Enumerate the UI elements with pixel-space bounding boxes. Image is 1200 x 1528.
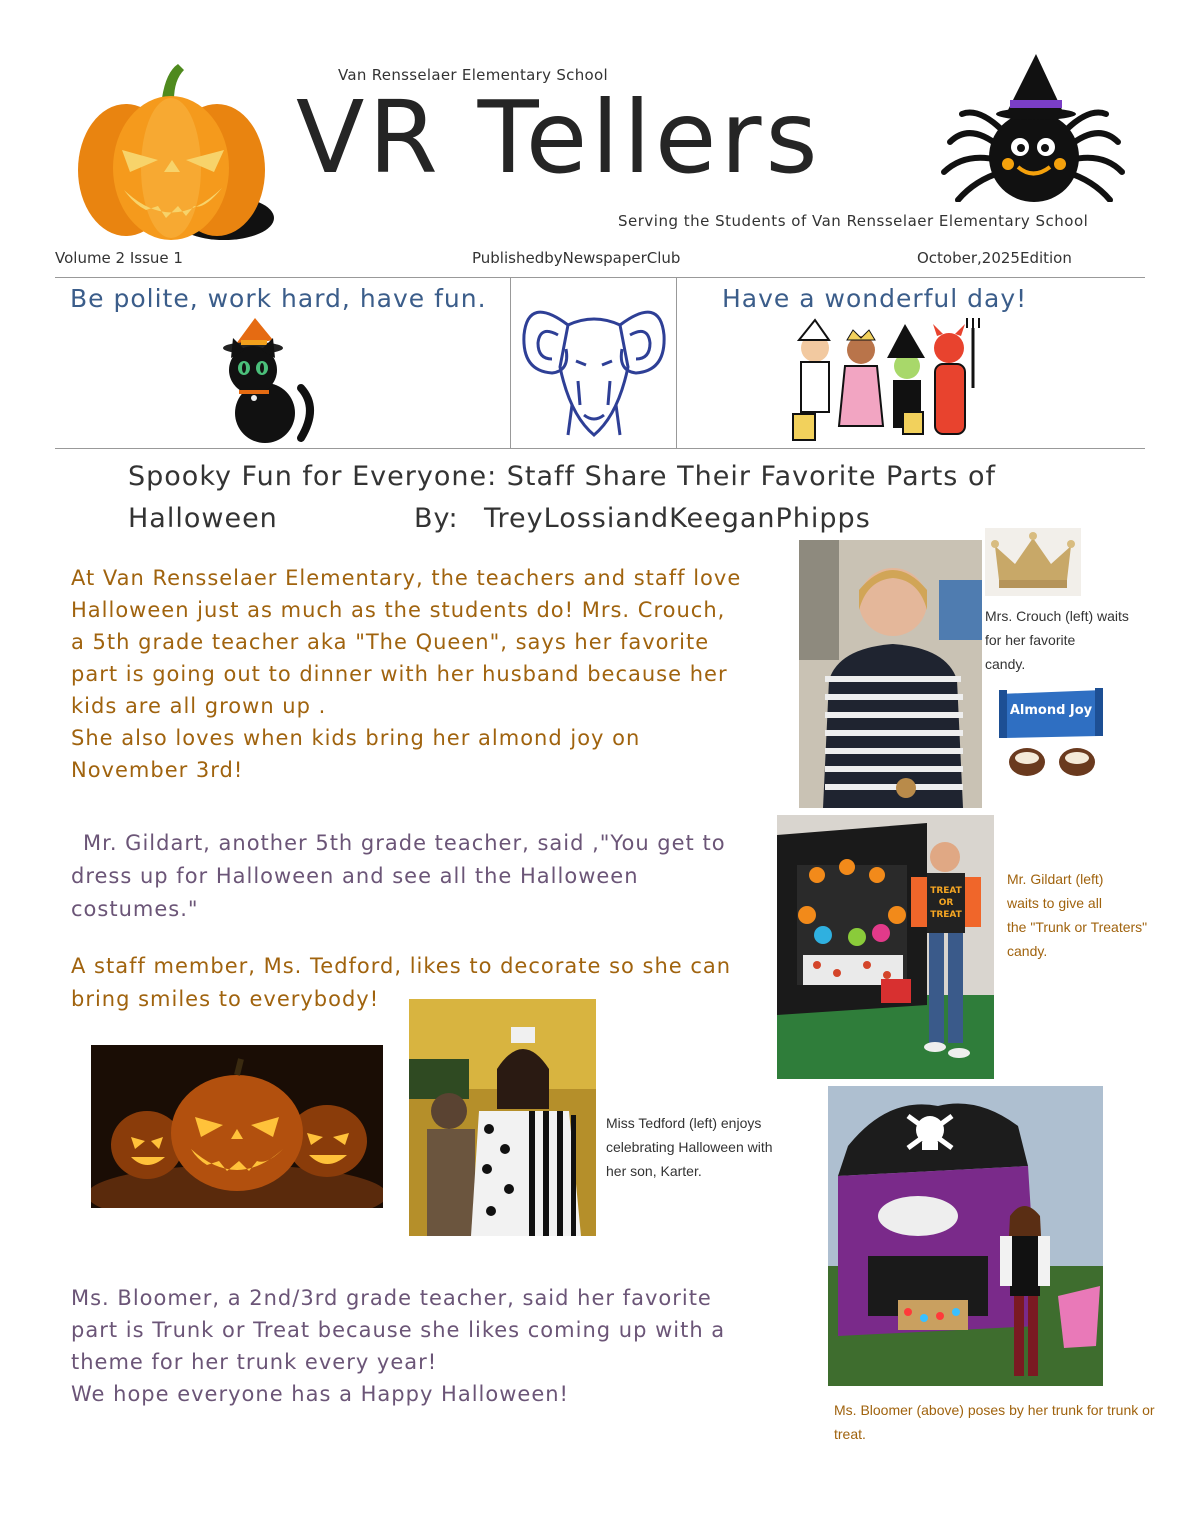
text-line: Halloween just as much as the students do! Mrs. Crouch, — [71, 598, 726, 622]
banner-divider-right — [676, 278, 677, 448]
text-line: bring smiles to everybody! — [71, 987, 380, 1011]
paragraph-gildart — [71, 827, 781, 926]
caption-line: Miss Tedford (left) enjoys — [606, 1115, 762, 1131]
text-line: costumes." — [71, 897, 199, 921]
article-headline — [128, 456, 1048, 540]
banner-bottom-divider — [55, 448, 1145, 449]
caption-line: Mrs. Crouch (left) waits — [985, 608, 1129, 624]
text-line: a 5th grade teacher aka "The Queen", says her favorite — [71, 630, 710, 654]
motto-left: Be polite, work hard, have fun. — [70, 284, 487, 313]
caption-line: Mr. Gildart (left) — [1007, 871, 1104, 887]
school-name: Van Rensselaer Elementary School — [338, 66, 608, 84]
photo-glowing-pumpkins — [91, 1045, 383, 1208]
byline-label: By: — [414, 503, 459, 534]
byline-authors: TreyLossiandKeeganPhipps — [484, 503, 871, 534]
photo-miss-tedford — [409, 999, 596, 1236]
headline-line-2 — [128, 498, 1048, 540]
motto-right: Have a wonderful day! — [722, 284, 1028, 313]
header-divider — [55, 277, 1145, 278]
costumed-kids-illustration — [785, 318, 985, 446]
headline-line-1: Spooky Fun for Everyone: Staff Share Their Favorite Parts of — [128, 461, 996, 492]
photo-mrs-crouch — [799, 540, 982, 808]
paragraph-crouch — [71, 562, 781, 786]
caption-line: treat. — [834, 1426, 866, 1442]
caption-gildart — [1007, 867, 1147, 963]
black-cat-icon — [215, 318, 320, 446]
text-line: Ms. Bloomer, a 2nd/3rd grade teacher, said her favorite — [71, 1286, 712, 1310]
spider-witch-hat-icon — [940, 52, 1125, 202]
text-line: part is going out to dinner with her husband because her — [71, 662, 728, 686]
tagline: Serving the Students of Van Rensselaer Elementary School — [618, 212, 1089, 230]
caption-line: waits to give all — [1007, 895, 1102, 911]
caption-line: the "Trunk or Treaters" — [1007, 919, 1148, 935]
caption-crouch — [985, 604, 1129, 676]
volume-issue: Volume 2 Issue 1 — [55, 249, 183, 267]
newspaper-title: VR Tellers — [296, 79, 822, 196]
candy-wrapper-text: Almond Joy — [1009, 703, 1093, 718]
photo-mr-gildart — [777, 815, 994, 1079]
text-line: kids are all grown up . — [71, 694, 327, 718]
text-line: theme for her trunk every year! — [71, 1350, 438, 1374]
shirt-text-line: TREAT — [930, 886, 962, 896]
caption-tedford — [606, 1111, 773, 1183]
edition-date: October,2025Edition — [917, 249, 1072, 267]
banner-divider-left — [510, 278, 511, 448]
caption-line: her son, Karter. — [606, 1163, 702, 1179]
shirt-text-line: OR — [938, 898, 954, 908]
text-line: part is Trunk or Treat because she likes coming up with a — [71, 1318, 726, 1342]
caption-line: candy. — [985, 656, 1026, 672]
text-line: dress up for Halloween and see all the Halloween — [71, 864, 639, 888]
text-line: November 3rd! — [71, 758, 244, 782]
jack-o-lantern-icon — [74, 60, 274, 245]
publisher: PublishedbyNewspaperClub — [472, 249, 681, 267]
closing-line: We hope everyone has a Happy Halloween! — [71, 1382, 569, 1406]
caption-bloomer — [834, 1398, 1155, 1446]
photo-ms-bloomer — [828, 1086, 1103, 1386]
text-line: Mr. Gildart, another 5th grade teacher, said ,"You get to — [83, 831, 726, 855]
text-line: She also loves when kids bring her almond joy on — [71, 726, 641, 750]
almond-joy-candy-image — [995, 686, 1107, 782]
text-line: At Van Rensselaer Elementary, the teachers and staff love — [71, 566, 742, 590]
text-line: A staff member, Ms. Tedford, likes to decorate so she can — [71, 954, 732, 978]
caption-line: celebrating Halloween with — [606, 1139, 773, 1155]
paragraph-bloomer — [71, 1282, 781, 1410]
ram-mascot-logo — [518, 285, 670, 445]
caption-line: candy. — [1007, 943, 1048, 959]
caption-line: for her favorite — [985, 632, 1076, 648]
shirt-text-line: TREAT — [930, 910, 962, 920]
headline-halloween: Halloween — [128, 503, 278, 534]
crown-icon — [985, 528, 1081, 596]
caption-line: Ms. Bloomer (above) poses by her trunk for trunk or — [834, 1402, 1155, 1418]
